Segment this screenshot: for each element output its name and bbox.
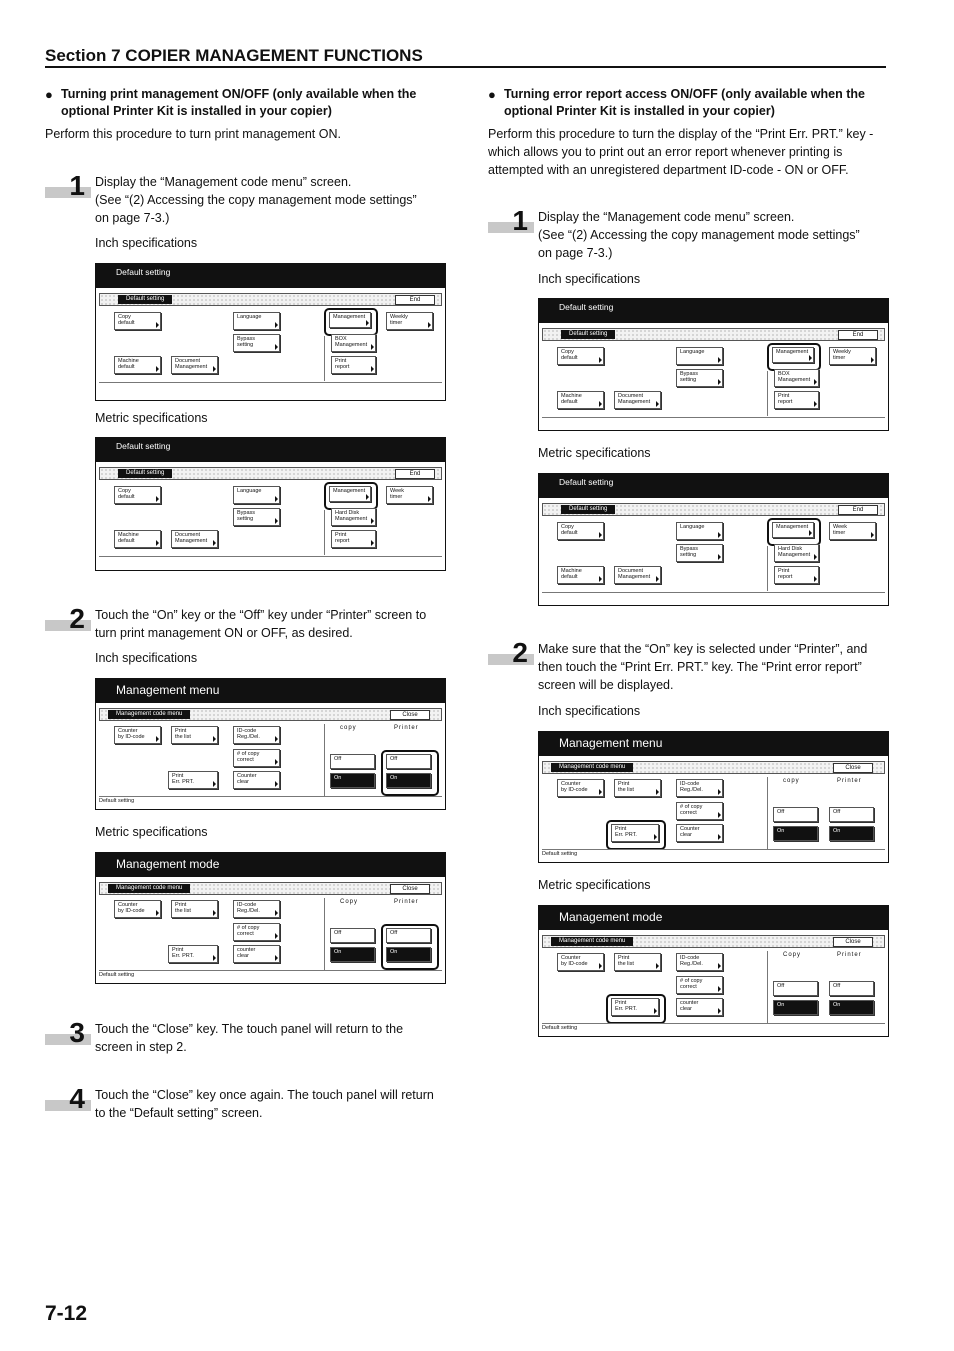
- close-button[interactable]: Close: [833, 937, 873, 947]
- printer-off-button[interactable]: Off: [829, 807, 874, 822]
- step-number-1: 1: [488, 213, 534, 233]
- copy-off-button[interactable]: Off: [330, 754, 375, 769]
- step-number-3: 3: [45, 1025, 91, 1045]
- box-management-button[interactable]: BOX Management: [331, 334, 376, 352]
- print-err-prt-button[interactable]: Print Err. PRT.: [611, 998, 659, 1016]
- spec-label-metric: Metric specifications: [538, 878, 651, 892]
- print-err-prt-button[interactable]: Print Err. PRT.: [168, 945, 218, 963]
- printer-off-button[interactable]: Off: [386, 928, 431, 943]
- copy-default-button[interactable]: Copy default: [557, 347, 604, 365]
- counter-clear-button[interactable]: counter clear: [676, 998, 723, 1016]
- print-the-list-button[interactable]: Print the list: [171, 900, 218, 918]
- screen-tab: Management code menu: [551, 763, 633, 772]
- copy-column-heading: copy: [340, 725, 357, 731]
- bypass-setting-button[interactable]: Bypass setting: [676, 544, 723, 562]
- right-step-1-text: Display the “Management code menu” screen. (See “(2) Accessing the copy management mode settings” on page 7-3.): [538, 210, 860, 260]
- spec-label-inch: Inch specifications: [538, 272, 641, 286]
- copy-default-button[interactable]: Copy default: [557, 522, 604, 540]
- copy-off-button[interactable]: Off: [773, 981, 818, 996]
- default-setting-label: Default setting: [542, 1025, 578, 1031]
- printer-on-button[interactable]: On: [386, 773, 431, 788]
- bypass-setting-button[interactable]: Bypass setting: [233, 334, 280, 352]
- default-setting-screen-metric: [538, 473, 889, 606]
- printer-column-heading: Printer: [394, 899, 419, 905]
- management-button[interactable]: Management: [772, 347, 814, 363]
- screen-title: Default setting: [559, 477, 614, 487]
- copy-on-button[interactable]: On: [330, 947, 375, 962]
- copy-default-button[interactable]: Copy default: [114, 486, 161, 504]
- copy-column-heading: copy: [783, 778, 800, 784]
- id-code-reg-button[interactable]: ID-code Reg./Del.: [676, 953, 723, 971]
- default-setting-screen-metric: [95, 437, 446, 571]
- right-heading-line1: Turning error report access ON/OFF (only available when the: [504, 87, 865, 101]
- counter-by-id-button[interactable]: Counter by ID-code: [557, 953, 604, 971]
- copy-correct-button[interactable]: # of copy correct: [676, 976, 723, 994]
- screen-title: Default setting: [559, 302, 614, 312]
- printer-off-button[interactable]: Off: [829, 981, 874, 996]
- machine-default-button[interactable]: Machine default: [557, 391, 604, 409]
- screen-title: Management mode: [116, 857, 220, 871]
- spec-label-metric: Metric specifications: [538, 446, 651, 460]
- print-report-button[interactable]: Print report: [331, 530, 376, 548]
- print-report-button[interactable]: Print report: [331, 356, 376, 374]
- spec-label-inch: Inch specifications: [538, 704, 641, 718]
- screen-tab: Default setting: [561, 330, 615, 339]
- screen-title: Default setting: [116, 441, 171, 451]
- spec-label-inch: Inch specifications: [95, 236, 198, 250]
- weekly-timer-button[interactable]: Weekly timer: [386, 312, 433, 330]
- language-button[interactable]: Language: [676, 347, 723, 365]
- copy-correct-button[interactable]: # of copy correct: [676, 802, 723, 820]
- printer-off-button[interactable]: Off: [386, 754, 431, 769]
- document-management-button[interactable]: Document Management: [614, 566, 661, 584]
- weekly-timer-button[interactable]: Weekly timer: [829, 347, 876, 365]
- left-heading: [45, 86, 451, 120]
- management-button[interactable]: Management: [329, 312, 371, 328]
- document-management-button[interactable]: Document Management: [171, 530, 218, 548]
- step-number-1: 1: [45, 178, 91, 198]
- left-intro: Perform this procedure to turn print management ON.: [45, 127, 341, 141]
- machine-default-button[interactable]: Machine default: [557, 566, 604, 584]
- document-management-button[interactable]: Document Management: [614, 391, 661, 409]
- screen-tab: Management code menu: [108, 710, 190, 719]
- management-menu-screen: [538, 731, 889, 863]
- right-intro: Perform this procedure to turn the display of the “Print Err. PRT.” key - which allows you to print out an error report whenever printing is attempted with an unregistered department ID-code - ON or OFF.: [488, 127, 874, 177]
- language-button[interactable]: Language: [233, 312, 280, 330]
- screen-tab: Default setting: [561, 505, 615, 514]
- printer-column-heading: Printer: [837, 952, 862, 958]
- close-button[interactable]: Close: [833, 763, 873, 773]
- management-mode-screen: [538, 905, 889, 1037]
- default-setting-label: Default setting: [542, 851, 578, 857]
- spec-label-inch: Inch specifications: [95, 651, 198, 665]
- left-step-2-text: Touch the “On” key or the “Off” key under “Printer” screen to turn print management ON or OFF, as desired.: [95, 608, 427, 640]
- right-heading-line2: optional Printer Kit is installed in your copier): [504, 104, 775, 118]
- copy-column-heading: Copy: [783, 952, 802, 958]
- step-number-2: 2: [488, 645, 534, 665]
- copy-on-button[interactable]: On: [330, 773, 375, 788]
- default-setting-screen: [538, 298, 889, 431]
- screen-tab: Management code menu: [551, 937, 633, 946]
- copy-on-button[interactable]: On: [773, 1000, 818, 1015]
- copy-off-button[interactable]: Off: [773, 807, 818, 822]
- right-heading: [488, 86, 894, 120]
- default-setting-label: Default setting: [99, 798, 135, 804]
- end-button[interactable]: End: [395, 469, 435, 479]
- printer-column-heading: Printer: [394, 725, 419, 731]
- end-button[interactable]: End: [395, 295, 435, 305]
- step-number-2: 2: [45, 611, 91, 631]
- bullet-icon: ●: [488, 87, 496, 102]
- spec-label-metric: Metric specifications: [95, 411, 208, 425]
- management-button[interactable]: Management: [329, 486, 371, 502]
- screen-tab: Default setting: [118, 295, 172, 304]
- management-menu-screen: [95, 678, 446, 810]
- default-setting-screen: [95, 263, 446, 401]
- counter-by-id-button[interactable]: Counter by ID-code: [114, 726, 161, 744]
- print-report-button[interactable]: Print report: [774, 566, 819, 584]
- copy-off-button[interactable]: Off: [330, 928, 375, 943]
- box-management-button[interactable]: BOX Management: [774, 369, 819, 387]
- bypass-setting-button[interactable]: Bypass setting: [233, 508, 280, 526]
- week-timer-button[interactable]: Week timer: [386, 486, 433, 504]
- language-button[interactable]: Language: [233, 486, 280, 504]
- print-err-prt-button[interactable]: Print Err. PRT.: [611, 824, 659, 842]
- print-the-list-button[interactable]: Print the list: [614, 953, 661, 971]
- left-step-1-text: Display the “Management code menu” screen. (See “(2) Accessing the copy management mode settings” on page 7-3.): [95, 175, 417, 225]
- screen-title: Default setting: [116, 267, 171, 277]
- copy-correct-button[interactable]: # of copy correct: [233, 923, 280, 941]
- document-management-button[interactable]: Document Management: [171, 356, 218, 374]
- machine-default-button[interactable]: Machine default: [114, 530, 161, 548]
- printer-on-button[interactable]: On: [829, 826, 874, 841]
- screen-tab: Default setting: [118, 469, 172, 478]
- end-button[interactable]: End: [838, 505, 878, 515]
- printer-on-button[interactable]: On: [386, 947, 431, 962]
- week-timer-button[interactable]: Week timer: [829, 522, 876, 540]
- id-code-reg-button[interactable]: ID-code Reg./Del.: [233, 726, 280, 744]
- counter-clear-button[interactable]: Counter clear: [233, 771, 280, 789]
- print-err-prt-button[interactable]: Print Err. PRT.: [168, 771, 218, 789]
- counter-clear-button[interactable]: counter clear: [233, 945, 280, 963]
- close-button[interactable]: Close: [390, 884, 430, 894]
- left-step-4-text: Touch the “Close” key once again. The touch panel will return to the “Default setting” screen.: [95, 1088, 434, 1120]
- screen-tab: Management code menu: [108, 884, 190, 893]
- management-mode-screen: [95, 852, 446, 984]
- copy-correct-button[interactable]: # of copy correct: [233, 749, 280, 767]
- screen-title: Management menu: [559, 736, 663, 750]
- right-step-2-text: Make sure that the “On” key is selected under “Printer”, and then touch the “Print Err. PRT.” key. The “Print error report” screen will be displayed.: [538, 642, 868, 692]
- header-rule: [45, 66, 886, 68]
- spec-label-metric: Metric specifications: [95, 825, 208, 839]
- copy-default-button[interactable]: Copy default: [114, 312, 161, 330]
- printer-on-button[interactable]: On: [829, 1000, 874, 1015]
- end-button[interactable]: End: [838, 330, 878, 340]
- language-button[interactable]: Language: [676, 522, 723, 540]
- left-heading-line2: optional Printer Kit is installed in your copier): [61, 104, 332, 118]
- machine-default-button[interactable]: Machine default: [114, 356, 161, 374]
- hard-disk-management-button[interactable]: Hard Disk Management: [774, 544, 819, 562]
- close-button[interactable]: Close: [390, 710, 430, 720]
- copy-on-button[interactable]: On: [773, 826, 818, 841]
- bypass-setting-button[interactable]: Bypass setting: [676, 369, 723, 387]
- counter-by-id-button[interactable]: Counter by ID-code: [114, 900, 161, 918]
- id-code-reg-button[interactable]: ID-code Reg./Del.: [233, 900, 280, 918]
- hard-disk-management-button[interactable]: Hard Disk Management: [331, 508, 376, 526]
- screen-title: Management mode: [559, 910, 663, 924]
- print-the-list-button[interactable]: Print the list: [171, 726, 218, 744]
- section-title: Section 7 COPIER MANAGEMENT FUNCTIONS: [45, 46, 423, 65]
- default-setting-label: Default setting: [99, 972, 135, 978]
- counter-clear-button[interactable]: Counter clear: [676, 824, 723, 842]
- print-the-list-button[interactable]: Print the list: [614, 779, 661, 797]
- counter-by-id-button[interactable]: Counter by ID-code: [557, 779, 604, 797]
- management-button[interactable]: Management: [772, 522, 814, 538]
- left-heading-line1: Turning print management ON/OFF (only available when the: [61, 87, 417, 101]
- copy-column-heading: Copy: [340, 899, 359, 905]
- printer-column-heading: Printer: [837, 778, 862, 784]
- screen-title: Management menu: [116, 683, 220, 697]
- page-number: 7-12: [45, 1302, 88, 1325]
- id-code-reg-button[interactable]: ID-code Reg./Del.: [676, 779, 723, 797]
- bullet-icon: ●: [45, 87, 53, 102]
- print-report-button[interactable]: Print report: [774, 391, 819, 409]
- left-step-3-text: Touch the “Close” key. The touch panel will return to the screen in step 2.: [95, 1022, 404, 1054]
- step-number-4: 4: [45, 1091, 91, 1111]
